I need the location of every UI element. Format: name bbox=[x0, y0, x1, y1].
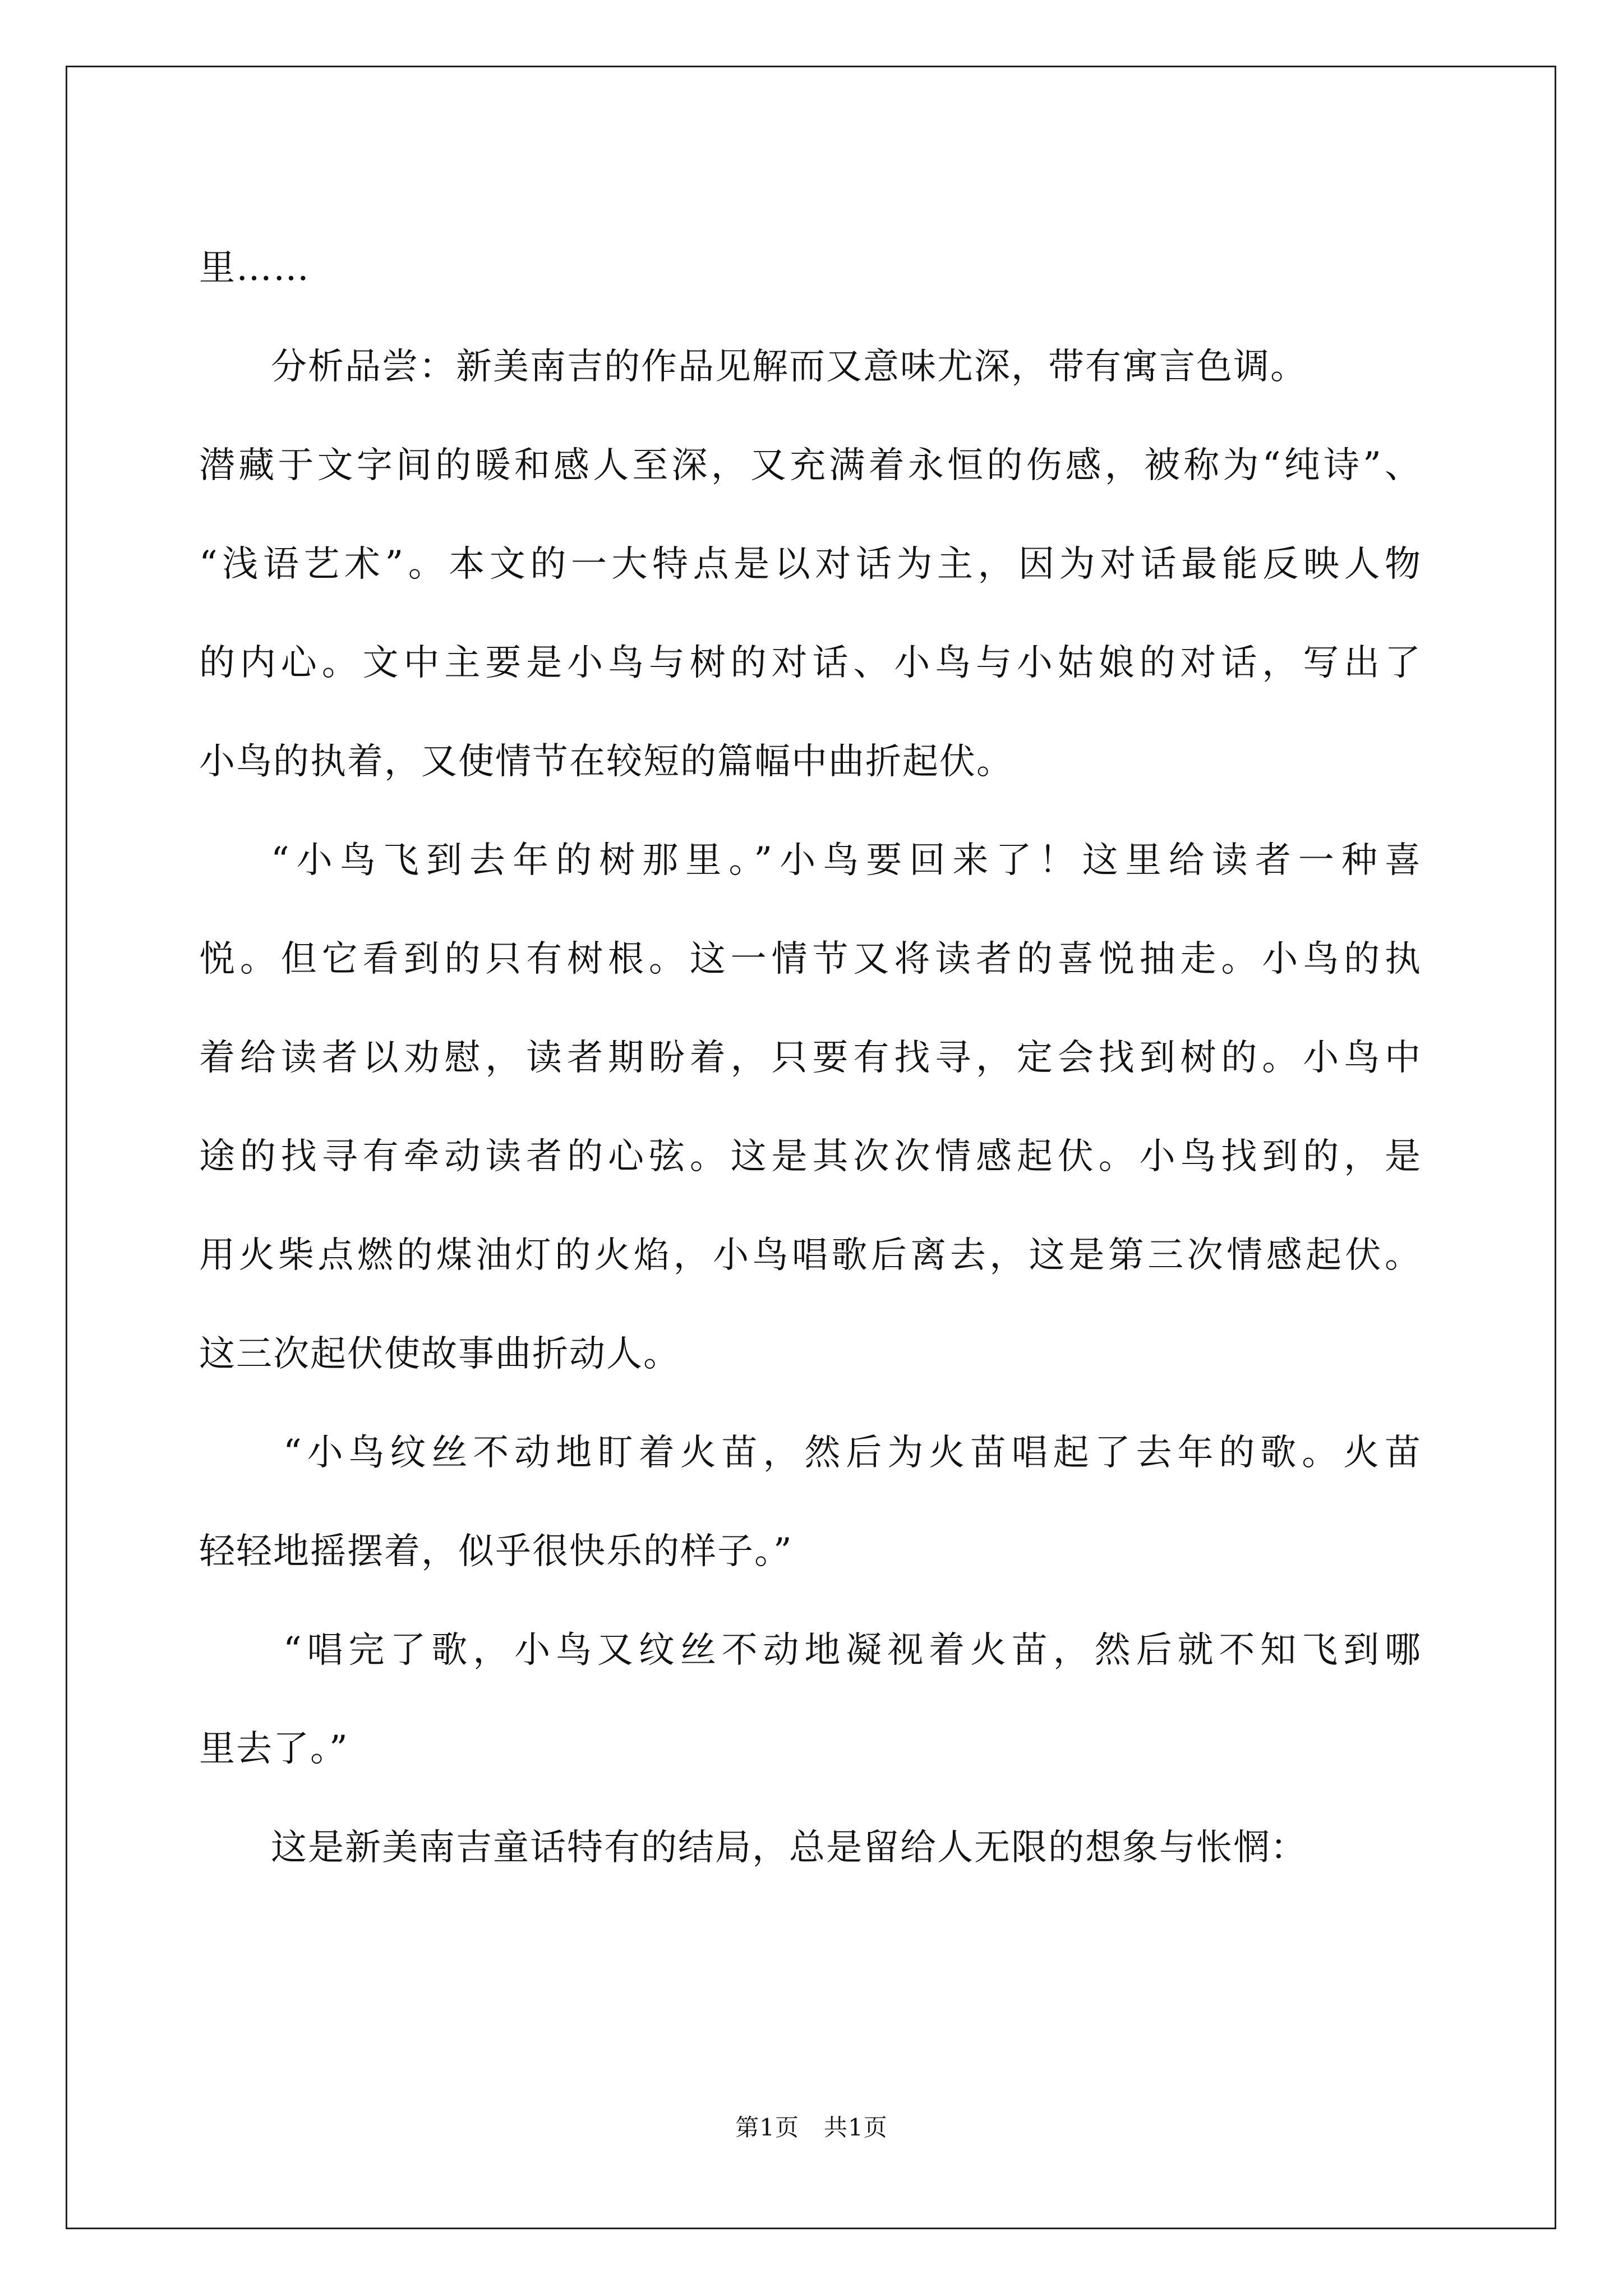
page-footer bbox=[0, 2109, 1623, 2143]
text-line: 小鸟的执着，又使情节在较短的篇幅中曲折起伏。 bbox=[199, 741, 1013, 783]
text-line: “浅语艺术”。本文的一大特点是以对话为主，因为对话最能反映人物 bbox=[199, 544, 1422, 585]
text-line: 里去了。” bbox=[199, 1728, 349, 1770]
text-line: 的内心。文中主要是小鸟与树的对话、小鸟与小姑娘的对话，写出了 bbox=[199, 642, 1422, 684]
text-line: 悦。但它看到的只有树根。这一情节又将读者的喜悦抽走。小鸟的执 bbox=[199, 938, 1422, 980]
text-line: 用火柴点燃的煤油灯的火焰，小鸟唱歌后离去，这是第三次情感起伏。 bbox=[199, 1235, 1422, 1276]
text-line: “唱完了歌，小鸟又纹丝不动地凝视着火苗，然后就不知飞到哪 bbox=[283, 1630, 1422, 1671]
text-line: 分析品尝：新美南吉的作品见解而又意味尤深，带有寓言色调。 bbox=[271, 346, 1307, 388]
text-line: 这是新美南吉童话特有的结局，总是留给人无限的想象与怅惘： bbox=[271, 1827, 1307, 1869]
text-line: 潜藏于文字间的暖和感人至深，又充满着永恒的伤感，被称为“纯诗”、 bbox=[199, 445, 1422, 486]
text-line: “小鸟纹丝不动地盯着火苗，然后为火苗唱起了去年的歌。火苗 bbox=[283, 1432, 1422, 1474]
text-line: 里…… bbox=[199, 247, 310, 289]
total-pages: 共1页 bbox=[824, 2114, 888, 2141]
text-line: 途的找寻有牵动读者的心弦。这是其次次情感起伏。小鸟找到的，是 bbox=[199, 1136, 1422, 1177]
text-line: 轻轻地摇摆着，似乎很快乐的样子。” bbox=[199, 1531, 793, 1572]
document-body bbox=[199, 219, 1422, 1897]
text-line: “小鸟飞到去年的树那里。”小鸟要回来了！这里给读者一种喜 bbox=[271, 840, 1422, 881]
page-number: 第1页 bbox=[735, 2114, 799, 2141]
text-line: 这三次起伏使故事曲折动人。 bbox=[199, 1333, 680, 1375]
text-line: 着给读者以劝慰，读者期盼着，只要有找寻，定会找到树的。小鸟中 bbox=[199, 1037, 1422, 1079]
